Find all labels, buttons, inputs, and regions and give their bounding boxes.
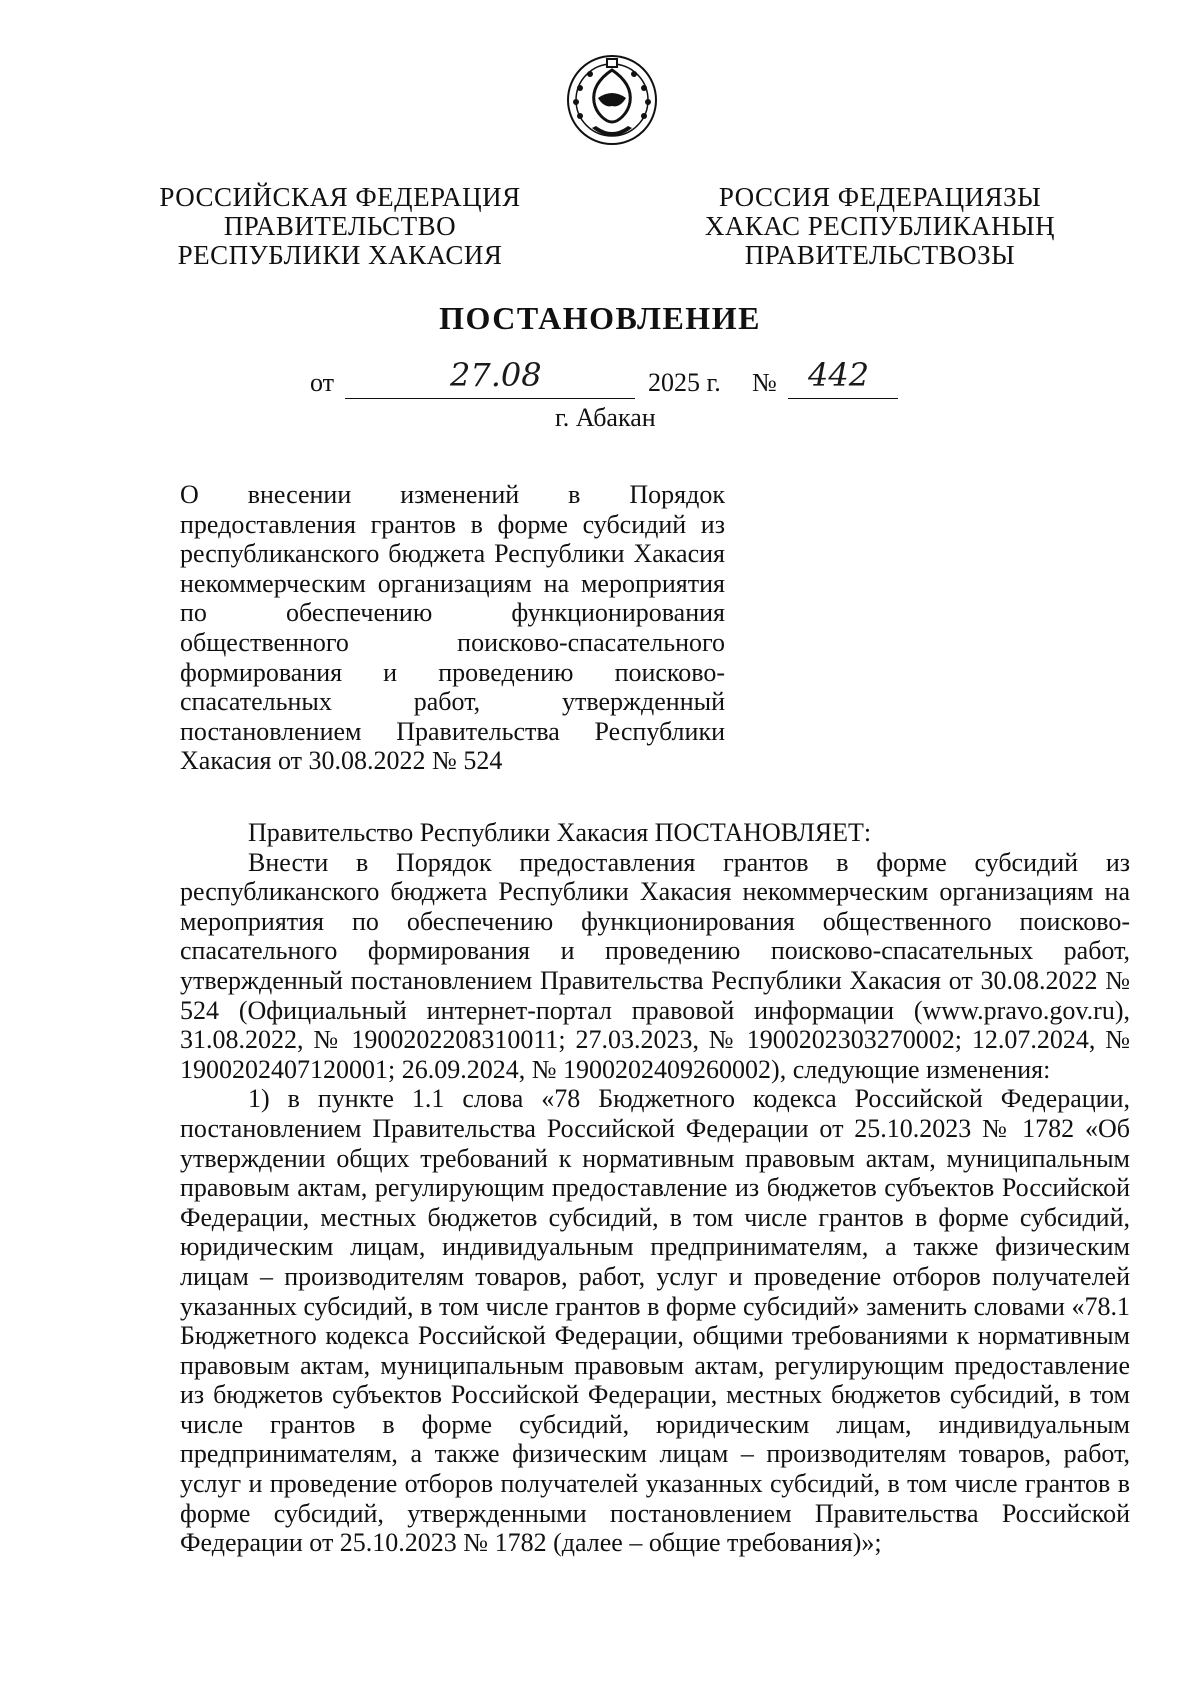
from-label: от (310, 368, 335, 397)
handwritten-date: 27.08 (450, 356, 542, 394)
date-underline (345, 356, 635, 399)
number-underline (788, 356, 898, 399)
date-number-row (310, 356, 910, 402)
header-left-line-3: РЕСПУБЛИКИ ХАКАСИЯ (177, 240, 503, 270)
city-label: г. Абакан (555, 403, 656, 432)
header-right-line-3: ПРАВИТЕЛЬСТВОЗЫ (744, 240, 1016, 270)
body-paragraph: Внести в Порядок предоставления грантов в форме субсидий из республиканского бюджета Республики Хакасия некоммерческим организациям на мероприятия по обеспечению функционирования общественного поисково-спасательного формирования и проведению поисково-спасательных работ, утвержденный постановлением Правительства Республики Хакасия от 30.08.2022 № 524 (Официальный интернет-портал правовой информации (www.pravo.gov.ru), 31.08.2022, № 1900202208310011; 27.03.2023, № 1900202303270002; 12.07.2024, № 1900202407120001; 26.09.2024, № 1900202409260002), следующие изменения: (180, 847, 1130, 1084)
document-body (180, 818, 1130, 1558)
header-khakas (660, 183, 1100, 270)
header-left-line-1: РОССИЙСКАЯ ФЕДЕРАЦИЯ (159, 182, 521, 212)
document-type-title: ПОСТАНОВЛЕНИЕ (439, 300, 761, 336)
number-label: № (752, 368, 777, 397)
handwritten-number: 442 (808, 356, 870, 394)
document-subject: О внесении изменений в Порядок предоставления грантов в форме субсидий из республиканского бюджета Республики Хакасия некоммерческим организациям на мероприятия по обеспечению функционирования общественного поисково-спасательного формирования и проведению поисково-спасательных работ, утвержденный постановлением Правительства Республики Хакасия от 30.08.2022 № 524 (180, 480, 725, 776)
coat-of-arms-icon (562, 48, 662, 148)
body-paragraph: 1) в пункте 1.1 слова «78 Бюджетного кодекса Российской Федерации, постановлением Правительства Российской Федерации от 25.10.2023 № 1782 «Об утверждении общих требований к нормативным правовым актам, муниципальным правовым актам, регулирующим предоставление из бюджетов субъектов Российской Федерации, местных бюджетов субсидий, в том числе грантов в форме субсидий, юридическим лицам, индивидуальным предпринимателям, а также физическим лицам – производителям товаров, работ, услуг и проведение отборов получателей указанных субсидий, в том числе грантов в форме субсидий» заменить словами «78.1 Бюджетного кодекса Российской Федерации, общими требованиями к нормативным правовым актам, муниципальным правовым актам, регулирующим предоставление из бюджетов субъектов Российской Федерации, местных бюджетов субсидий, в том числе грантов в форме субсидий, юридическим лицам, индивидуальным предпринимателям, а также физическим лицам – производителям товаров, работ, услуг и проведение отборов получателей указанных субсидий, в том числе грантов в форме субсидий, утвержденными постановлением Правительства Российской Федерации от 25.10.2023 № 1782 (далее – общие требования)»; (180, 1084, 1130, 1558)
header-right-line-2: ХАКАС РЕСПУБЛИКАНЫҢ (704, 211, 1056, 241)
header-left-line-2: ПРАВИТЕЛЬСТВО (223, 211, 457, 241)
body-intro: Правительство Республики Хакасия ПОСТАНОВЛЯЕТ: (248, 818, 872, 847)
header-russian (150, 183, 530, 270)
year-label: 2025 г. (648, 368, 721, 397)
header-right-line-1: РОССИЯ ФЕДЕРАЦИЯЗЫ (718, 182, 1042, 212)
